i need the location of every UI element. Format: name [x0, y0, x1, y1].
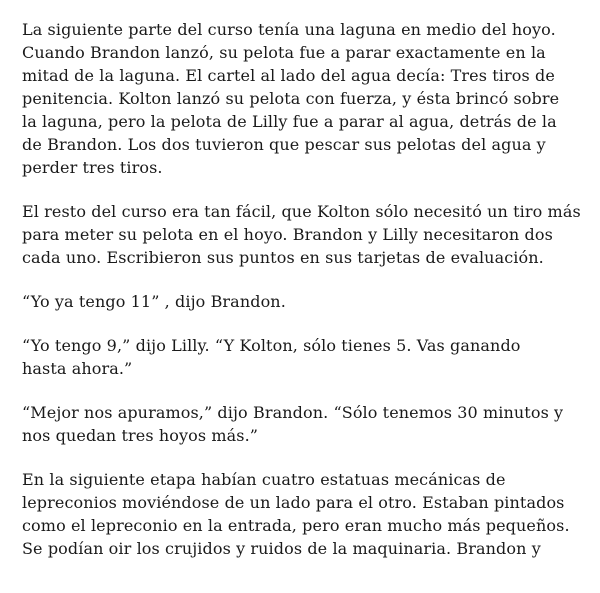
text-line: lepreconios moviéndose de un lado para el otro. Estaban pintados: [22, 493, 565, 512]
text-line: El resto del curso era tan fácil, que Kolton sólo necesitó un tiro más: [22, 202, 581, 221]
text-line: “Yo tengo 9,” dijo Lilly. “Y Kolton, sólo tienes 5. Vas ganando: [22, 336, 521, 355]
text-line: Cuando Brandon lanzó, su pelota fue a parar exactamente en la: [22, 43, 546, 62]
paragraph-6: [22, 468, 592, 560]
text-line: cada uno. Escribieron sus puntos en sus tarjetas de evaluación.: [22, 248, 544, 267]
text-line: como el lepreconio en la entrada, pero eran mucho más pequeños.: [22, 516, 570, 535]
paragraph-2: [22, 200, 592, 269]
text-line: penitencia. Kolton lanzó su pelota con fuerza, y ésta brincó sobre: [22, 89, 560, 108]
text-line: La siguiente parte del curso tenía una laguna en medio del hoyo.: [22, 20, 556, 39]
text-line: de Brandon. Los dos tuvieron que pescar sus pelotas del agua y: [22, 135, 546, 154]
story-text: [22, 18, 592, 581]
text-line: mitad de la laguna. El cartel al lado del agua decía: Tres tiros de: [22, 66, 555, 85]
text-line: “Mejor nos apuramos,” dijo Brandon. “Sólo tenemos 30 minutos y: [22, 403, 564, 422]
text-line: En la siguiente etapa habían cuatro estatuas mecánicas de: [22, 470, 506, 489]
paragraph-3: [22, 290, 592, 313]
paragraph-4: [22, 334, 592, 380]
text-line: perder tres tiros.: [22, 158, 163, 177]
text-line: Se podían oir los crujidos y ruidos de la maquinaria. Brandon y: [22, 539, 541, 558]
text-line: nos quedan tres hoyos más.”: [22, 426, 259, 445]
text-line: “Yo ya tengo 11” , dijo Brandon.: [22, 292, 286, 311]
text-line: para meter su pelota en el hoyo. Brandon y Lilly necesitaron dos: [22, 225, 553, 244]
paragraph-5: [22, 401, 592, 447]
text-line: hasta ahora.”: [22, 359, 133, 378]
paragraph-1: [22, 18, 592, 179]
text-line: la laguna, pero la pelota de Lilly fue a parar al agua, detrás de la: [22, 112, 557, 131]
